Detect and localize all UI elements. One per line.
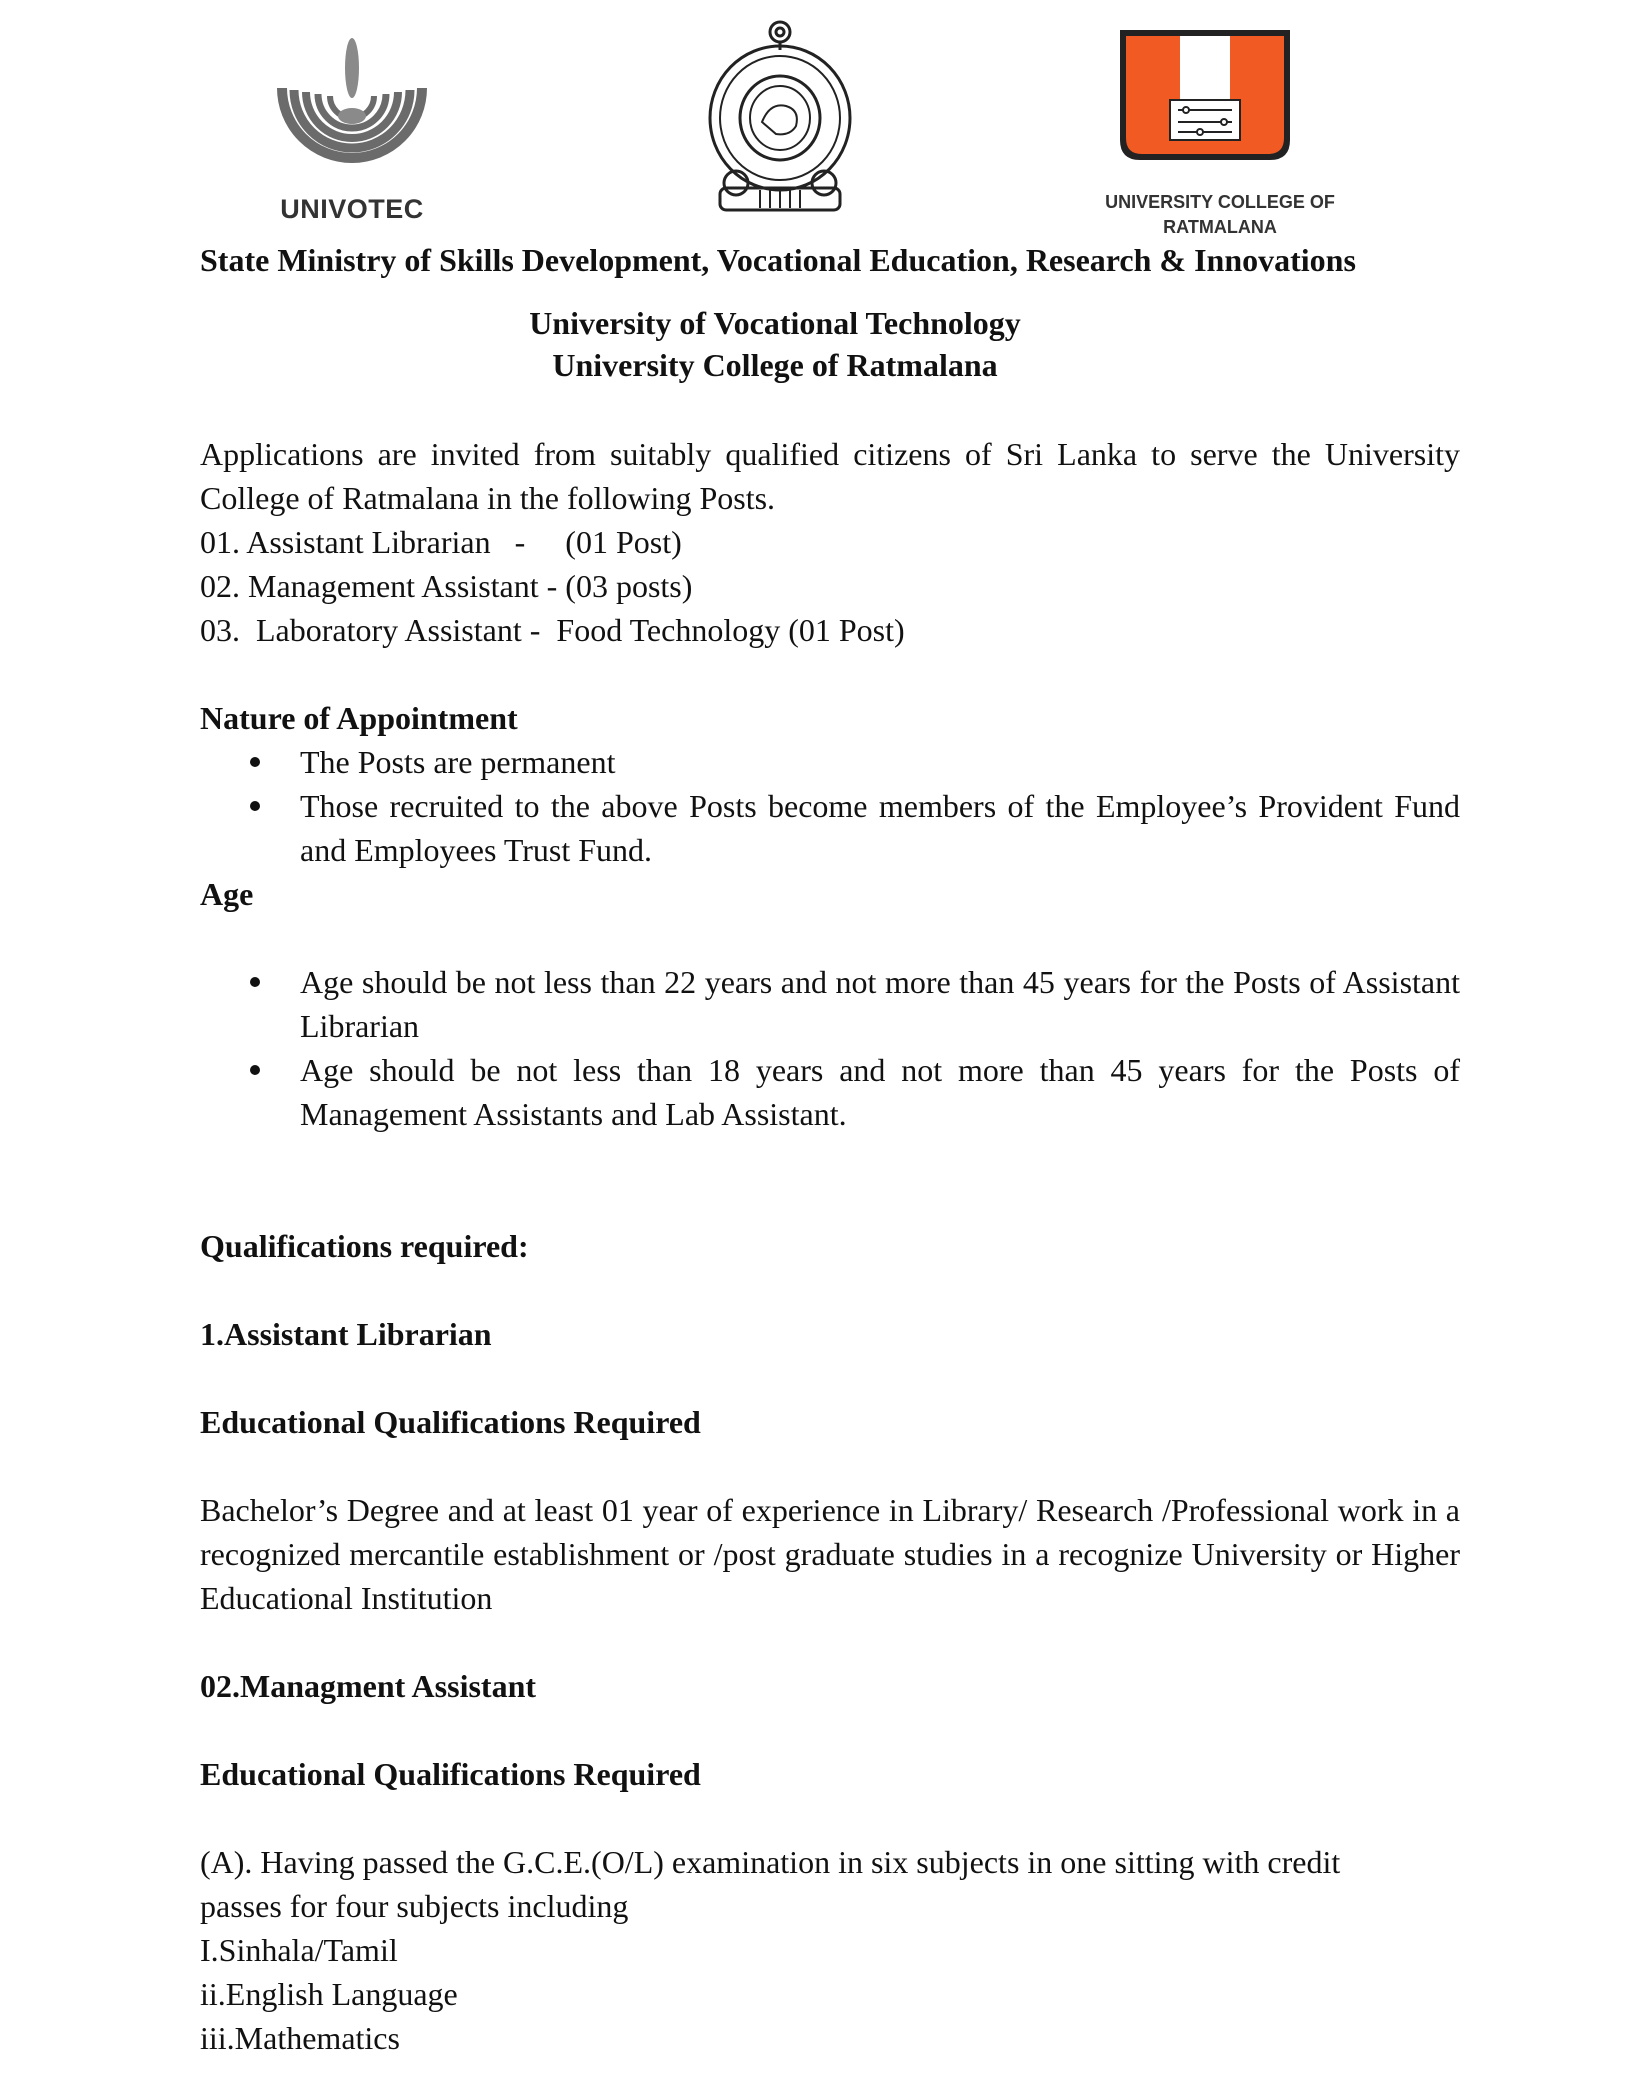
ucr-caption-line-1: UNIVERSITY COLLEGE OF <box>1105 192 1335 212</box>
age-item: Age should be not less than 22 years and not more than 45 years for the Posts of Assistant Librarian <box>200 960 1460 1048</box>
nature-item: Those recruited to the above Posts become members of the Employee’s Provident Fund and Employees Trust Fund. <box>200 784 1460 872</box>
nature-list <box>200 740 1460 872</box>
qualifications-heading: Qualifications required: <box>200 1228 529 1264</box>
univotec-emblem-icon <box>252 28 452 198</box>
age-heading: Age <box>200 876 254 912</box>
subject-item: ii.English Language <box>200 1976 458 2012</box>
management-edu-heading: Educational Qualifications Required <box>200 1756 701 1792</box>
ucr-u-icon <box>1100 30 1340 180</box>
logo-row <box>0 18 1641 237</box>
subject-item: iii.Mathematics <box>200 2020 400 2056</box>
age-item: Age should be not less than 18 years and not more than 45 years for the Posts of Management Assistants and Lab Assistant. <box>200 1048 1460 1136</box>
univotec-logo <box>252 28 452 228</box>
management-title: 02.Managment Assistant <box>200 1668 537 1704</box>
post-item: 03. Laboratory Assistant - Food Technology (01 Post) <box>200 612 905 648</box>
sri-lanka-emblem <box>700 18 860 218</box>
nature-item: The Posts are permanent <box>200 740 1460 784</box>
ministry-title: State Ministry of Skills Development, Vocational Education, Research & Innovations <box>200 242 1356 278</box>
post-item: 01. Assistant Librarian - (01 Post) <box>200 524 682 560</box>
intro-paragraph: Applications are invited from suitably qualified citizens of Sri Lanka to serve the University College of Ratmalana in the following Posts. <box>200 436 1460 516</box>
national-emblem-icon <box>700 18 860 218</box>
ucr-logo <box>1100 30 1340 237</box>
librarian-qualification-text: Bachelor’s Degree and at least 01 year of experience in Library/ Research /Professional work in a recognized mercantile establishment or /post graduate studies in a recognize University or Higher Educational Institution <box>200 1492 1460 1616</box>
nature-heading: Nature of Appointment <box>200 700 518 736</box>
univotec-caption: UNIVOTEC <box>280 194 424 224</box>
management-text-b: passes for four subjects including <box>200 1888 629 1924</box>
librarian-edu-heading: Educational Qualifications Required <box>200 1404 701 1440</box>
post-item: 02. Management Assistant - (03 posts) <box>200 568 693 604</box>
institution-titles <box>200 302 1460 386</box>
subject-item: I.Sinhala/Tamil <box>200 1932 398 1968</box>
ucr-caption <box>1100 190 1340 240</box>
document-body <box>200 238 1460 2060</box>
management-text-a: (A). Having passed the G.C.E.(O/L) examination in six subjects in one sitting with credit <box>200 1844 1341 1880</box>
librarian-title: 1.Assistant Librarian <box>200 1316 492 1352</box>
university-title: University of Vocational Technology <box>529 305 1021 341</box>
ucr-caption-line-2: RATMALANA <box>1163 217 1277 237</box>
age-list <box>200 960 1460 1136</box>
college-title: University College of Ratmalana <box>552 347 998 383</box>
